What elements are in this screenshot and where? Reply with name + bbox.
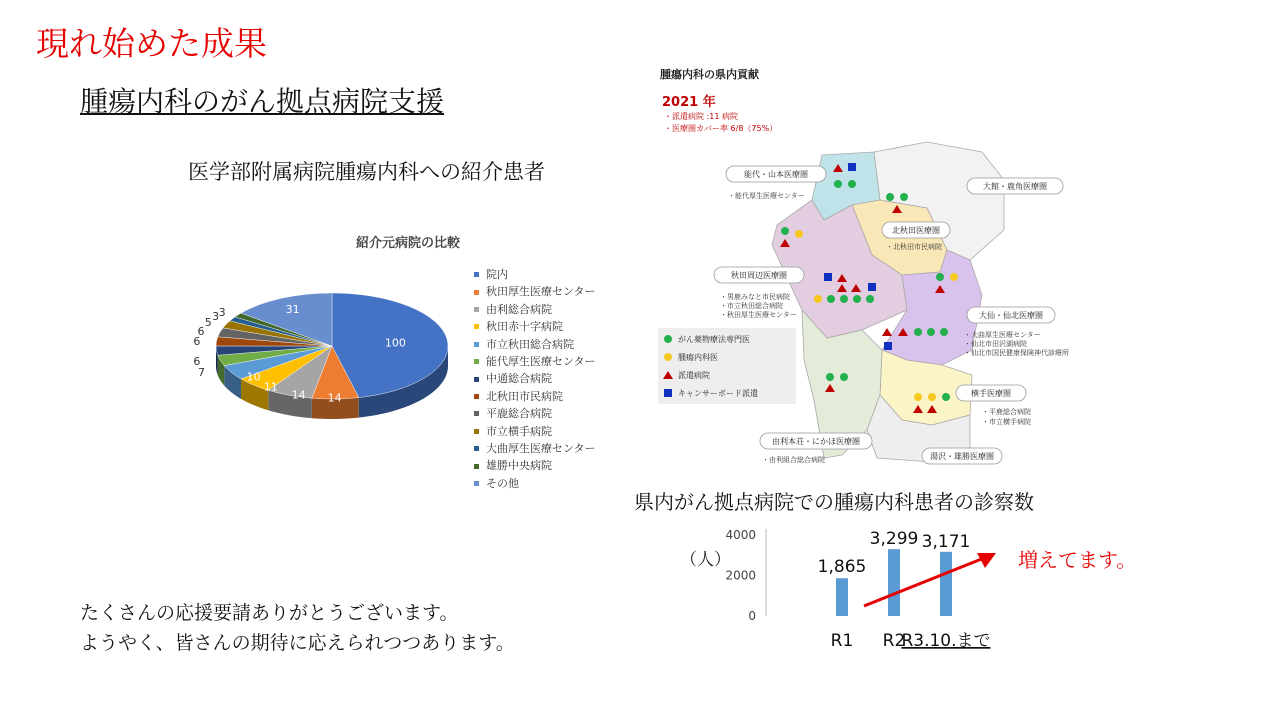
legend-label: その他 [486,476,519,490]
map-legend [658,328,796,404]
area-label-kitaakita [882,222,950,251]
legend-item [474,336,596,353]
area-hospital-daisen-3: ・仙北市国民健康保険神代診療所 [964,349,1069,357]
marker-circle-green [781,227,789,235]
pie-data-label: 7 [198,365,205,379]
legend-label: 能代厚生医療センター [486,355,596,369]
legend-item [474,301,596,318]
legend-label: 秋田厚生医療センター [486,285,596,299]
legend-swatch [474,394,479,399]
legend-label: 市立横手病院 [486,424,552,438]
area-name-daisen: 大仙・仙北医療圏 [979,311,1043,320]
legend-item [474,440,596,457]
area-name-akita-shuhen: 秋田周辺医療圏 [731,271,787,280]
area-label-odate [967,178,1063,194]
map-title: 腫瘍内科の県内貢献 [660,68,759,81]
map-legend-cancerboard: キャンサーボード派遣 [678,389,758,398]
legend-label: 大曲厚生医療センター [486,442,596,456]
legend-swatch [474,307,479,312]
bar [888,549,900,616]
marker-circle-green [827,295,835,303]
legend-item [474,388,596,405]
legend-oncologist-icon [664,353,672,361]
area-name-odate: 大館・鹿角医療圏 [983,182,1047,191]
area-label-noshiro [726,166,826,200]
area-hospital-kitaakita-1: ・北秋田市民病院 [886,243,942,251]
thanks-line-2: ようやく、皆さんの期待に応えられつつあります。 [80,632,515,654]
marker-circle-yellow [795,230,803,238]
thanks-message [80,598,515,658]
pie-data-label: 6 [193,355,201,369]
legend-swatch [474,481,479,486]
bar [836,578,848,616]
pie-chart [180,260,470,475]
legend-item [474,318,596,335]
marker-circle-green [866,295,874,303]
pie-chart-title: 紹介元病院の比較 [355,236,460,251]
bar-chart [680,518,1060,658]
legend-swatch [474,464,479,469]
area-name-yurihonjo: 由利本荘・にかほ医療圏 [772,437,860,446]
marker-square [868,283,876,291]
area-label-daisen [964,307,1069,357]
legend-specialist-icon [664,335,672,343]
area-hospital-akita-3: ・秋田厚生医療センター [720,311,797,319]
map-legend-specialist: がん薬物療法専門医 [678,335,750,344]
marker-circle-green [826,373,834,381]
area-label-yuzawa [922,448,1002,464]
legend-swatch [474,429,479,434]
prefecture-map [652,60,1069,465]
legend-swatch [474,342,479,347]
pie-data-label: 14 [327,391,342,405]
bar-chart-heading: 県内がん拠点病院での腫瘍内科患者の診察数 [634,490,1034,514]
bar-data-label: 3,171 [921,531,971,552]
pie-data-label: 100 [384,336,406,350]
legend-label: 院内 [486,268,508,281]
marker-circle-green [900,193,908,201]
pie-data-label: 11 [263,380,278,394]
legend-label: 秋田赤十字病院 [486,320,563,334]
marker-triangle [882,328,892,336]
pie-legend [474,266,596,492]
legend-label: 北秋田市民病院 [486,389,563,403]
area-hospital-yurihonjo-1: ・由利組合総合病院 [762,456,825,464]
map-year: 2021 年 [662,95,716,110]
legend-swatch [474,377,479,382]
map-legend-oncologist: 腫瘍内科医 [678,353,718,362]
legend-item [474,457,596,474]
legend-swatch [474,411,479,416]
area-hospital-akita-1: ・男鹿みなと市民病院 [720,293,790,301]
marker-circle-green [853,295,861,303]
marker-circle-green [886,193,894,201]
trend-arrow [864,558,984,606]
area-name-noshiro: 能代・山本医療圏 [744,170,808,179]
bar-data-label: 1,865 [817,557,867,578]
increase-note: 増えてます。 [1018,548,1137,572]
legend-label: 平鹿総合病院 [486,407,552,421]
area-hospital-yokote-2: ・市立横手病院 [982,418,1031,426]
pie-data-label: 3 [218,305,226,319]
marker-circle-green [834,180,842,188]
legend-cancerboard-icon [664,389,672,397]
legend-item [474,405,596,422]
legend-label: 雄勝中央病院 [486,459,552,473]
pie-data-label: 5 [204,316,212,330]
marker-circle-green [936,273,944,281]
legend-label: 中通総合病院 [486,372,552,386]
map-stat-dispatch: ・派遣病院 :11 病院 [664,112,738,121]
map-stat-coverage: ・医療圏カバー率 6/8（75%） [664,124,778,133]
area-name-yuzawa: 湯沢・雄勝医療圏 [930,452,994,461]
map-legend-dispatch: 派遣病院 [678,371,710,380]
marker-circle-green [940,328,948,336]
legend-swatch [474,272,479,277]
marker-square [848,163,856,171]
legend-label: 由利総合病院 [486,302,552,316]
marker-circle-green [840,373,848,381]
area-hospital-yokote-1: ・平鹿総合病院 [982,408,1031,416]
marker-circle-yellow [914,393,922,401]
pie-data-label: 6 [197,324,205,338]
marker-circle-yellow [928,393,936,401]
referral-heading: 医学部附属病院腫瘍内科への紹介患者 [188,160,545,184]
legend-swatch [474,359,479,364]
legend-item [474,266,596,283]
legend-swatch [474,290,479,295]
bar-data-label: 3,299 [869,529,919,550]
legend-item [474,370,596,387]
marker-circle-yellow [950,273,958,281]
marker-circle-green [942,393,950,401]
bar-category-label: R3.10.まで [901,631,991,651]
slide-subtitle: 腫瘍内科のがん拠点病院支援 [80,85,445,118]
legend-item [474,475,596,492]
area-label-yurihonjo [760,433,872,464]
area-hospital-daisen-1: ・大曲厚生医療センター [964,331,1041,339]
marker-circle-green [840,295,848,303]
bar-category-label: R1 [830,631,854,651]
legend-item [474,283,596,300]
marker-circle-green [927,328,935,336]
bar-y-tick-label: 4000 [725,528,756,542]
pie-data-label: 31 [285,302,300,316]
area-hospital-akita-2: ・市立秋田総合病院 [720,302,783,310]
pie-data-label: 10 [246,370,261,384]
thanks-line-1: たくさんの応援要請ありがとうございます。 [80,602,459,624]
area-name-kitaakita: 北秋田医療圏 [892,226,940,235]
bar [940,552,952,616]
pie-data-label: 6 [193,334,201,348]
area-hospital-daisen-2: ・仙北市田沢湖病院 [964,340,1027,348]
marker-circle-yellow [814,295,822,303]
bar-y-axis-label: （人） [680,550,731,570]
area-name-yokote: 横手医療圏 [971,389,1011,398]
marker-square [824,273,832,281]
legend-item [474,423,596,440]
legend-swatch [474,324,479,329]
area-label-akita-shuhen [714,267,804,319]
slide-title: 現れ始めた成果 [36,24,267,63]
bar-y-tick-label: 0 [748,609,756,623]
legend-item [474,353,596,370]
marker-circle-green [914,328,922,336]
marker-circle-green [848,180,856,188]
pie-data-label: 3 [212,310,220,324]
bar-y-tick-label: 2000 [725,568,756,583]
legend-label: 市立秋田総合病院 [486,337,574,351]
area-hospital-noshiro-1: ・能代厚生医療センター [728,192,805,200]
pie-data-label: 14 [291,388,306,402]
bar-category-label: R2 [882,631,906,651]
legend-swatch [474,446,479,451]
marker-square [884,342,892,350]
